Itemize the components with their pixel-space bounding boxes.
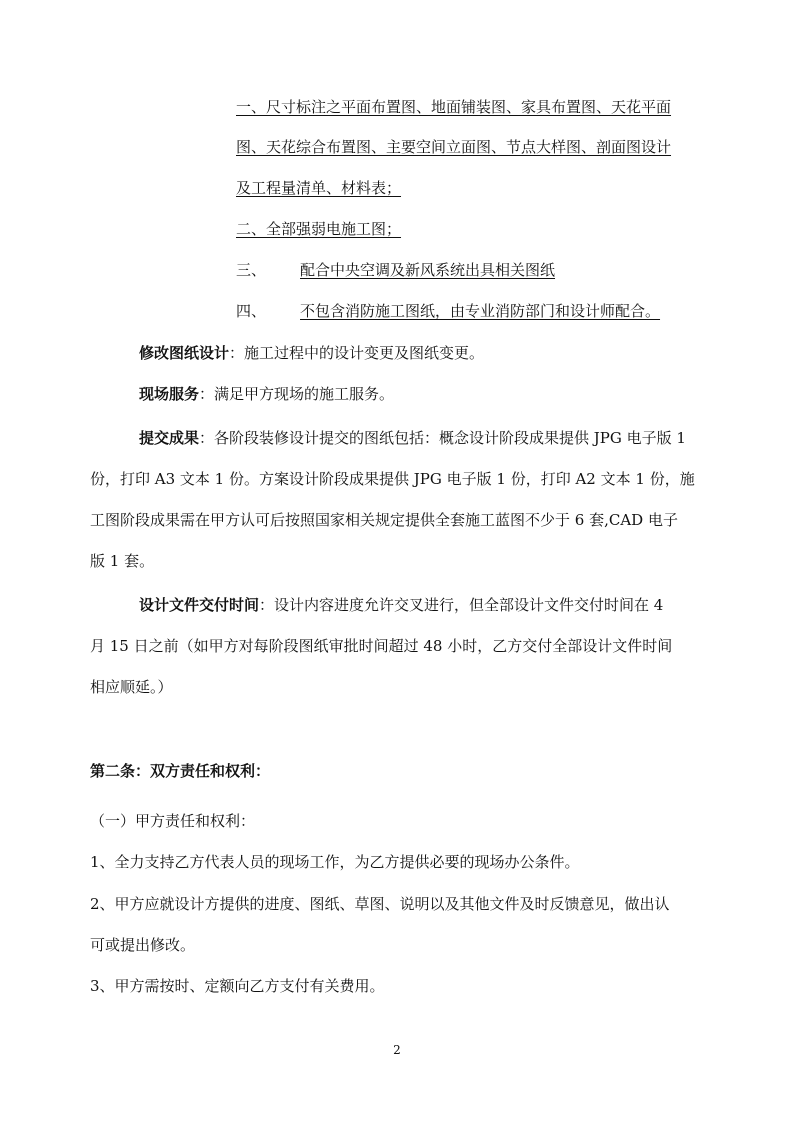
- delivery-line-3: 相应顺延。）: [90, 678, 173, 696]
- modify-text: ：施工过程中的设计变更及图纸变更。: [229, 344, 485, 362]
- scope-item-2: 二、全部强弱电施工图；: [236, 220, 402, 238]
- modify-paragraph: [139, 343, 484, 363]
- scope-item-1-line-3: 及工程量清单、材料表；: [236, 179, 402, 197]
- submit-line-1: [139, 428, 686, 448]
- scope-item-1-line-2: 图、天花综合布置图、主要空间立面图、节点大样图、剖面图设计: [236, 138, 672, 156]
- article-2-item-2-line-2: 可或提出修改。: [90, 936, 196, 954]
- modify-label: 修改图纸设计: [139, 344, 230, 362]
- submit-line-4: 版 1 套。: [90, 552, 155, 570]
- delivery-label: 设计文件交付时间: [139, 596, 260, 614]
- submit-label: 提交成果: [139, 429, 200, 447]
- page-number: 2: [393, 1043, 401, 1057]
- delivery-line-2: 月 15 日之前（如甲方对每阶段图纸审批时间超过 48 小时，乙方交付全部设计文件时间: [90, 637, 673, 655]
- article-2-item-2-line-1: 2、甲方应就设计方提供的进度、图纸、草图、说明以及其他文件及时反馈意见，做出认: [90, 895, 670, 913]
- submit-line-3: 工图阶段成果需在甲方认可后按照国家相关规定提供全套施工蓝图不少于 6 套,CAD 电子: [90, 511, 678, 529]
- scope-item-3: [236, 260, 555, 280]
- service-text: ：满足甲方现场的施工服务。: [199, 385, 395, 403]
- article-2-heading: 第二条：双方责任和权利：: [90, 762, 271, 780]
- scope-item-4-text: 不包含消防施工图纸，由专业消防部门和设计师配合。: [300, 302, 661, 320]
- article-2-subheading: （一）甲方责任和权利：: [90, 812, 256, 830]
- article-2-item-3: 3、甲方需按时、定额向乙方支付有关费用。: [90, 977, 385, 995]
- service-label: 现场服务: [139, 385, 200, 403]
- scope-item-4-number: 四、: [236, 302, 267, 320]
- submit-line-2: 份，打印 A3 文本 1 份。方案设计阶段成果提供 JPG 电子版 1 份，打印 A2 文本 1 份，施: [90, 470, 695, 488]
- submit-text-1: ：各阶段装修设计提交的图纸包括：概念设计阶段成果提供 JPG 电子版 1: [199, 429, 686, 447]
- scope-item-4: [236, 301, 660, 321]
- article-2-item-1: 1、全力支持乙方代表人员的现场工作，为乙方提供必要的现场办公条件。: [90, 853, 580, 871]
- delivery-line-1: [139, 595, 663, 615]
- scope-item-3-text: 配合中央空调及新风系统出具相关图纸: [300, 261, 556, 279]
- scope-item-3-number: 三、: [236, 261, 267, 279]
- delivery-text-1: ：设计内容进度允许交叉进行，但全部设计文件交付时间在 4: [259, 596, 664, 614]
- scope-item-1-line-1: 一、尺寸标注之平面布置图、地面铺装图、家具布置图、天花平面: [236, 98, 672, 116]
- service-paragraph: [139, 384, 394, 404]
